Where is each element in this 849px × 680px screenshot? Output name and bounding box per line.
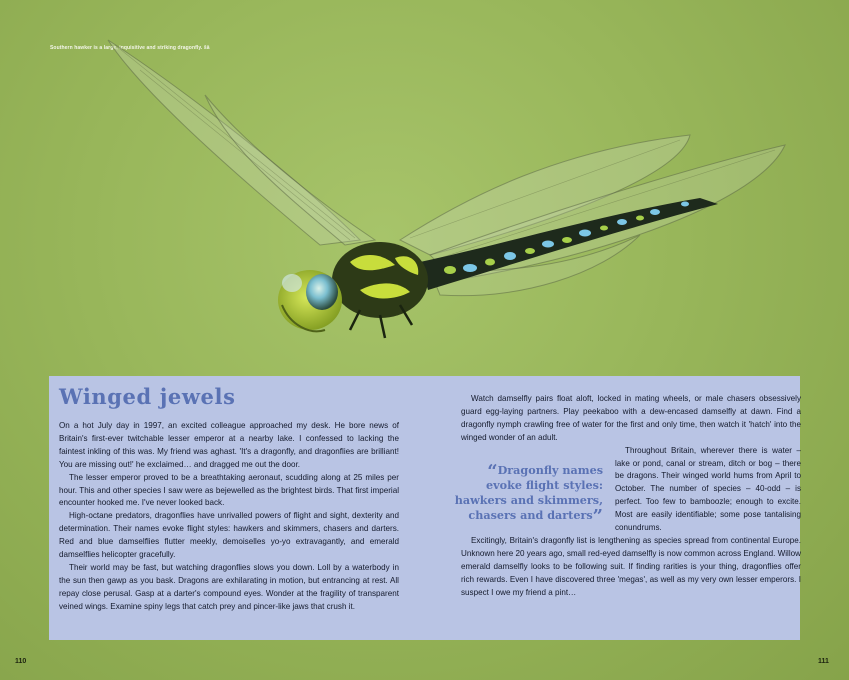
close-quote-mark: ” xyxy=(592,505,603,527)
page-number-left: 110 xyxy=(15,658,27,665)
paragraph: The lesser emperor proved to be a breathtaking aeronaut, scudding along at 25 miles per hour. This and other species I saw were as bejewelled as the brightest birds. That first imperial encounter hooked me. I've never looked back. xyxy=(59,472,399,508)
article-panel xyxy=(49,376,800,640)
photo-caption: Southern hawker is a large, inquisitive and striking dragonfly. šä xyxy=(50,45,210,51)
paragraph: High-octane predators, dragonflies have unrivalled powers of flight and sight, dexterity and determination. Their names evoke flight styles: hawkers and skimmers, chasers and darters. Red and blue damselflies flutter meekly, demoiselles yo-yo extravagantly, and emerald damselflies helicopter gracefully. xyxy=(59,511,399,560)
paragraph: On a hot July day in 1997, an excited colleague approached my desk. He bore news of Britain's first-ever twitchable lesser emperor at a nearby lake. I confessed to lacking the faintest inkling of this was. My friend was aghast. 'It's a dragonfly, and dragonflies are brilliant! You are missing out!' he exclaimed… and dragged me out the door. xyxy=(59,421,399,469)
paragraph: Excitingly, Britain's dragonfly list is lengthening as species spread from continental Europe. Unknown here 20 years ago, small red-eyed damselfly is now common across England. Willow emerald damselfly looks to be following suit. If finding rarities is your thing, dragonflies offer rich rewards. Even I have discovered three 'megas', as well as my very own lesser emperors. I suspect I owe my friend a pint… xyxy=(461,535,801,597)
paragraph: Throughout Britain, wherever there is water – lake or pond, canal or stream, ditch or bog – there be dragons. Their winged world hums from April to October. The number of species – 40-odd – is perfect. Too few to bamboozle; enough to excite. Most are easily identifiable; some pose tantalising conundrums. xyxy=(615,445,801,533)
open-quote-mark: “ xyxy=(487,460,498,482)
pull-quote-text: Dragonfly names evoke flight styles: hawkers and skimmers, chasers and darters xyxy=(454,462,603,522)
page-number-right: 111 xyxy=(818,658,829,665)
left-column xyxy=(59,420,399,614)
paragraph: Their world may be fast, but watching dragonflies slows you down. Loll by a waterbody in the sun then gawp as you bask. Dragons are exhilarating in motion, but entrancing at rest. All repay close perusal. Gasp at a darter's compound eyes. Wonder at the fragility of transparent veined wings. Examine spiny legs that catch prey and pincer-like jaws that crush it. xyxy=(59,562,399,611)
article-title: Winged jewels xyxy=(59,384,236,409)
pull-quote xyxy=(453,460,603,527)
paragraph: Watch damselfly pairs float aloft, locked in mating wheels, or male chasers obsessively guard egg-laying partners. Play peekaboo with a dew-encased damselfly at dawn. Find a dragonfly nymph crawling free of water for the first and only time, then watch it 'hatch' into the winged wonder of an adult. xyxy=(461,394,801,442)
right-column xyxy=(454,393,801,600)
